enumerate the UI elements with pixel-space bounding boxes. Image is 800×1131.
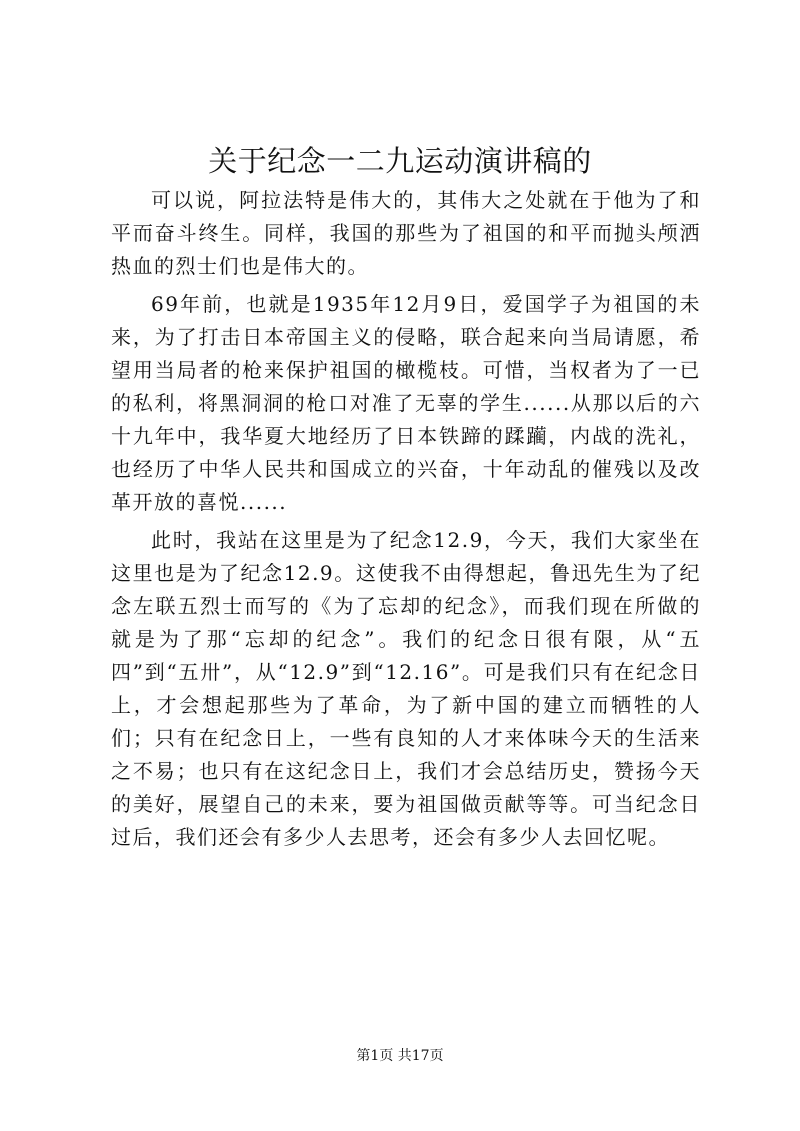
paragraph: 此时，我站在这里是为了纪念12.9，今天，我们大家坐在这里也是为了纪念12.9。这使我不由得想起，鲁迅先生为了纪念左联五烈士而写的《为了忘却的纪念》，而我们现在所做的就是为了那“忘却的纪念”。我们的纪念日很有限，从“五四”到“五卅”，从“12.9”到“12.16”。可是我们只有在纪念日上，才会想起那些为了革命，为了新中国的建立而牺牲的人们；只有在纪念日上，一些有良知的人才来体味今天的生活来之不易；也只有在这纪念日上，我们才会总结历史，赞扬今天的美好，展望自己的未来，要为祖国做贡献等等。可当纪念日过后，我们还会有多少人去思考，还会有多少人去回忆呢。 (111, 528, 701, 849)
paragraph: 69年前，也就是1935年12月9日，爱国学子为祖国的未来，为了打击日本帝国主义的侵略，联合起来向当局请愿，希望用当局者的枪来保护祖国的橄榄枝。可惜，当权者为了一已的私利，将黑洞洞的枪口对准了无辜的学生......从那以后的六十九年中，我华夏大地经历了日本铁蹄的蹂躏，内战的洗礼，也经历了中华人民共和国成立的兴奋，十年动乱的催残以及改革开放的喜悦...... (111, 292, 701, 514)
document-body (111, 184, 701, 854)
paragraph: 可以说，阿拉法特是伟大的，其伟大之处就在于他为了和平而奋斗终生。同样，我国的那些为了祖国的和平而抛头颅洒热血的烈士们也是伟大的。 (111, 188, 701, 278)
document-title: 关于纪念一二九运动演讲稿的 (208, 144, 592, 178)
page-number-footer: 第1页 共17页 (356, 1048, 444, 1064)
